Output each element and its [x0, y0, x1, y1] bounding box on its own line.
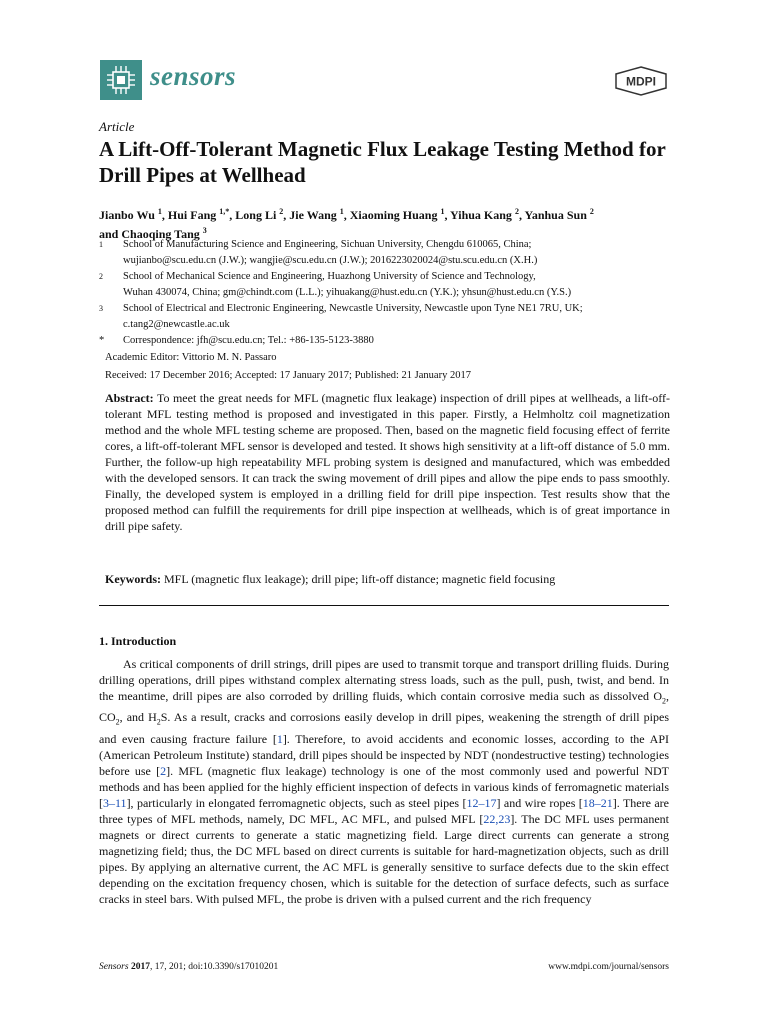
correspondence-text: Correspondence: jfh@scu.edu.cn; Tel.: +86-135-5123-3880: [123, 335, 374, 346]
section-divider: [99, 605, 669, 606]
body-text-run: ] and wire ropes [: [496, 795, 583, 810]
correspondence-mark: *: [99, 335, 105, 346]
body-text-run: ]. MFL (magnetic flux leakage) technology is one of the most commonly used and powerful NDT methods and has been applied for the highly efficient inspection of defects in various kinds of ferromagnetic materials [: [99, 763, 669, 810]
author-affil-sup: 2: [279, 207, 284, 216]
article-type: Article: [99, 119, 135, 134]
affiliation-3: [99, 301, 679, 333]
affiliation-line: School of Electrical and Electronic Engineering, Newcastle University, Newcastle upon Tyne NE1 7RU, UK;: [123, 303, 583, 314]
journal-name: sensors: [150, 61, 237, 91]
body-text-run: ]. The DC MFL uses permanent magnets or direct currents to generate a static magnetizing field. Large direct currents can generate a strong magnetizing field; thus, the DC MFL based on direct currents is suitable for hard-magnetization objects, such as drill pipes. By applying an alternative current, the AC MFL is generally sensitive to surface defects due to the skin effect depending on the excitation frequency chosen, which is suitable for the detection of surface defects, such as surface cracks in steel bars. With pulsed MFL, the probe is driven with a pulsed current and the rich frequency: [99, 811, 669, 906]
footer-year: 2017: [130, 962, 150, 972]
body-text-run: As critical components of drill strings, drill pipes are used to transmit torque and transport drilling fluids. During drilling operations, drill pipes withstand complex alternating stress loads, such as the pull, push, twist, and bend. In the meantime, drill pipes are also corroded by drilling fluids, which contain corrosive media such as dissolved O: [99, 657, 669, 703]
abstract: [105, 390, 670, 534]
affiliation-text: [123, 301, 679, 333]
affiliations: [99, 237, 679, 349]
affiliation-number: 1: [99, 240, 103, 249]
mdpi-logo-icon: [614, 66, 668, 96]
citation-link[interactable]: 3–11: [103, 795, 127, 810]
abstract-label: Abstract:: [105, 391, 154, 405]
affiliation-text: [123, 269, 679, 301]
affiliation-number: 3: [99, 304, 103, 313]
author-line-1: Jianbo Wu $^1$, Hui Fang $^{1,*}$, Long Li $^2$, Jie Wang $^1$, Xiaoming Huang $^1$, Yihua Kang $^2$, Yanhua Sun $^2$: [99, 207, 594, 222]
academic-editor: Academic Editor: Vittorio M. N. Passaro: [105, 352, 277, 363]
keywords-text: MFL (magnetic flux leakage); drill pipe; lift-off distance; magnetic field focusing: [164, 572, 556, 586]
author-affil-sup: 2: [589, 207, 594, 216]
keywords-label: Keywords:: [105, 572, 161, 586]
author-name: Long Li: [235, 208, 280, 222]
footer-url[interactable]: www.mdpi.com/journal/sensors: [548, 962, 669, 972]
affiliation-text: [123, 237, 679, 269]
publication-dates: Received: 17 December 2016; Accepted: 17 January 2017; Published: 21 January 2017: [105, 370, 471, 381]
author-name: Chaoqing Tang: [121, 227, 200, 241]
correspondence: [99, 333, 679, 349]
footer-doi: , 17, 201; doi:10.3390/s17010201: [149, 962, 279, 972]
keywords: [105, 571, 670, 587]
author-name: Yihua Kang: [450, 208, 515, 222]
body-paragraph: [99, 656, 669, 907]
footer-citation: [99, 962, 278, 972]
affiliation-line: Wuhan 430074, China; gm@chindt.com (L.L.); yihuakang@hust.edu.cn (Y.K.); yhsun@hust.edu.cn (Y.S.): [123, 287, 572, 298]
abstract-text: To meet the great needs for MFL (magnetic flux leakage) inspection of drill pipes at wellheads, a lift-off-tolerant MFL testing method is proposed and investigated in this paper. Firstly, a Helmholtz coil magnetization method and the whole MFL testing scheme are proposed. Then, based on the magnetic field focusing effect of ferrite cores, a lift-off-tolerant MFL sensor is developed and tested. It shows high sensitivity at a lift-off distance of 5.0 mm. Further, the follow-up high repeatability MFL probing system is designed and manufactured, which was embedded with the developed sensors. It can track the swing movement of drill pipes and allow the pipe ends to pass smoothly. Finally, the developed system is employed in a drilling field for drill pipe inspection. Test results show that the proposed method can fulfill the requirements for drill pipe inspection at wellheads, which is of great importance in drill pipe safety.: [105, 391, 670, 533]
author-affil-sup: 1,*: [219, 207, 230, 216]
author-name: Hui Fang: [167, 208, 220, 222]
subscript: 2: [156, 717, 161, 727]
journal-logo-icon: [100, 60, 142, 100]
citation-link[interactable]: 18–21: [582, 795, 613, 810]
author-name: Jianbo Wu: [99, 208, 158, 222]
affiliation-line: c.tang2@newcastle.ac.uk: [123, 319, 230, 330]
body-text-run: , and H: [119, 710, 157, 725]
affiliation-1: [99, 237, 679, 269]
affiliation-number: 2: [99, 272, 103, 281]
section-heading: 1. Introduction: [99, 634, 177, 648]
body-text-run: , CO: [99, 689, 669, 725]
author-affil-sup: 1: [157, 207, 162, 216]
affiliation-line: School of Manufacturing Science and Engineering, Sichuan University, Chengdu 610065, China;: [123, 239, 532, 250]
citation-link[interactable]: 12–17: [466, 795, 497, 810]
body-text-run: ]. There are three types of MFL methods, namely, DC MFL, AC MFL, and pulsed MFL [: [99, 795, 669, 826]
subscript: 2: [662, 696, 666, 706]
affiliation-line: wujianbo@scu.edu.cn (J.W.); wangjie@scu.edu.cn (J.W.); 2016223020024@stu.scu.edu.cn (X.H.): [123, 255, 538, 266]
editor-dates: [105, 349, 471, 385]
affiliation-line: School of Mechanical Science and Engineering, Huazhong University of Science and Technology,: [123, 271, 536, 282]
author-affil-sup: 1: [339, 207, 344, 216]
author-name: Yanhua Sun: [524, 208, 590, 222]
author-affil-sup: 3: [202, 226, 207, 235]
paper-title: A Lift-Off-Tolerant Magnetic Flux Leakage Testing Method for Drill Pipes at Wellhead: [99, 137, 666, 187]
author-name: Jie Wang: [289, 208, 340, 222]
author-affil-sup: 2: [514, 207, 519, 216]
body-text-run: ]. Therefore, to avoid accidents and economic losses, according to the API (American Petroleum Institute) standard, drill pipes should be inspected by NDT (nondestructive testing) technologies before use [: [99, 731, 669, 778]
subscript: 2: [115, 717, 120, 727]
body-text-run: S. As a result, cracks and corrosions easily develop in drill pipes, weakening the strength of drill pipes and even causing fracture failure [: [99, 710, 669, 746]
author-name: Xiaoming Huang: [349, 208, 441, 222]
footer-journal: Sensors: [99, 962, 129, 972]
body-text-run: ], particularly in elongated ferromagnetic objects, such as steel pipes [: [126, 795, 467, 810]
citation-link[interactable]: 1: [276, 731, 283, 746]
citation-link[interactable]: 2: [160, 763, 167, 778]
affiliation-2: [99, 269, 679, 301]
author-affil-sup: 1: [440, 207, 445, 216]
author-and: and: [99, 227, 119, 241]
citation-link[interactable]: 22,23: [483, 811, 511, 826]
mdpi-logo-text: MDPI: [626, 74, 656, 89]
